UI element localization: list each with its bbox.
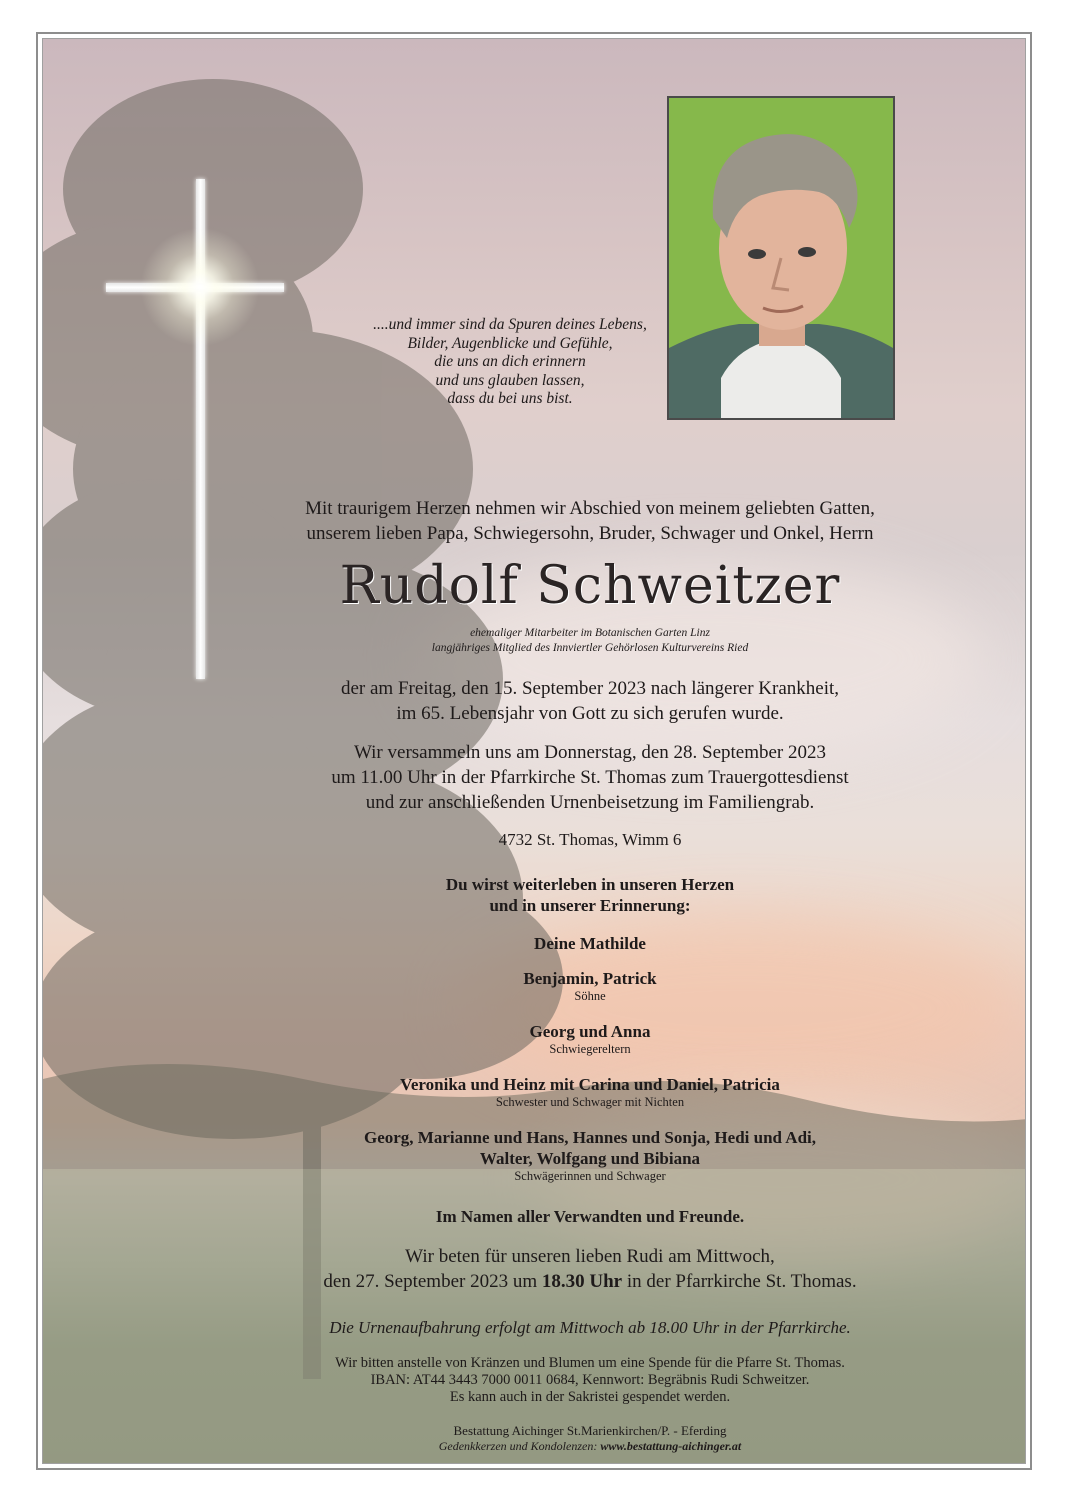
memory-line: und in unserer Erinnerung: [489, 896, 691, 915]
donation-line: Es kann auch in der Sakristei gespendet werden. [449, 1389, 731, 1405]
intro-text [190, 496, 990, 546]
urn-notice: Die Urnenaufbahrung erfolgt am Mittwoch ab 18.00 Uhr in der Pfarrkirche. [329, 1318, 851, 1337]
poem-line: dass du bei uns bist. [447, 390, 573, 407]
poem-line: Bilder, Augenblicke und Gefühle, [407, 334, 613, 352]
poem-line: und uns glauben lassen, [435, 371, 585, 389]
condolences-label: Gedenkkerzen und Kondolenzen: [438, 1439, 601, 1453]
poem [280, 316, 740, 409]
funeral-line: und zur anschließenden Urnenbeisetzung im Familiengrab. [365, 792, 815, 813]
mourner-names: Georg, Marianne und Hans, Hannes und Sonja, Hedi und Adi, [363, 1128, 817, 1147]
death-line: im 65. Lebensjahr von Gott zu sich gerufen wurde. [396, 703, 784, 724]
mourner-2 [190, 1021, 990, 1057]
prayer-notice [190, 1244, 990, 1294]
mourner-relation: Söhne [574, 989, 606, 1003]
prayer-place: in der Pfarrkirche St. Thomas. [622, 1271, 857, 1292]
mourner-relation: Schwester und Schwager mit Nichten [495, 1095, 685, 1109]
mourner-names-2: Walter, Wolfgang und Bibiana [479, 1149, 701, 1168]
prayer-date: den 27. September 2023 um [323, 1271, 542, 1292]
donation-line: IBAN: AT44 3443 7000 0011 0684, Kennwort: Begräbnis Rudi Schweitzer. [370, 1372, 810, 1388]
mourner-4 [190, 1127, 990, 1184]
funeral-notice [190, 740, 990, 815]
poem-line: die uns an dich erinnern [434, 353, 586, 370]
role-line: langjähriges Mitglied des Innviertler Gehörlosen Kulturvereins Ried [431, 642, 749, 654]
condolences-line [190, 1439, 990, 1454]
website-link[interactable]: www.bestattung-aichinger.at [600, 1439, 742, 1453]
donation-line: Wir bitten anstelle von Kränzen und Blumen um eine Spende für die Pfarre St. Thomas. [335, 1355, 845, 1371]
relatives-line: Im Namen aller Verwandten und Freunde. [435, 1207, 745, 1226]
memory-line: Du wirst weiterleben in unseren Herzen [445, 875, 735, 894]
poem-line: ....und immer sind da Spuren deines Lebens, [373, 316, 647, 333]
role-line: ehemaliger Mitarbeiter im Botanischen Garten Linz [470, 627, 710, 639]
funeral-line: um 11.00 Uhr in der Pfarrkirche St. Thomas zum Trauergottesdienst [331, 767, 849, 788]
prayer-line-2 [190, 1269, 990, 1294]
mourner-1 [190, 968, 990, 1004]
roles [190, 626, 990, 656]
mourner-names: Georg und Anna [529, 1022, 651, 1041]
death-notice [190, 676, 990, 726]
mourner-relation: Schwiegereltern [549, 1042, 631, 1056]
mourner-names: Veronika und Heinz mit Carina und Daniel, Patricia [400, 1075, 780, 1094]
death-line: der am Freitag, den 15. September 2023 nach längerer Krankheit, [340, 678, 840, 699]
intro-line: unserem lieben Papa, Schwiegersohn, Bruder, Schwager und Onkel, Herrn [306, 523, 874, 544]
mourner-3 [190, 1074, 990, 1110]
intro-line: Mit traurigem Herzen nehmen wir Abschied von meinem geliebten Gatten, [305, 498, 875, 519]
mourner-0: Deine Mathilde [534, 934, 646, 953]
memory-text [190, 874, 990, 916]
undertaker: Bestattung Aichinger St.Marienkirchen/P. - Eferding [453, 1423, 727, 1438]
donation-notice [190, 1355, 990, 1406]
mourner-relation: Schwägerinnen und Schwager [514, 1169, 666, 1183]
address: 4732 St. Thomas, Wimm 6 [498, 830, 682, 849]
prayer-time: 18.30 Uhr [541, 1271, 623, 1292]
mourner-names: Benjamin, Patrick [523, 969, 657, 988]
deceased-name: Rudolf Schweitzer [339, 556, 841, 616]
prayer-line-1: Wir beten für unseren lieben Rudi am Mittwoch, [405, 1246, 775, 1267]
funeral-line: Wir versammeln uns am Donnerstag, den 28. September 2023 [353, 742, 826, 763]
